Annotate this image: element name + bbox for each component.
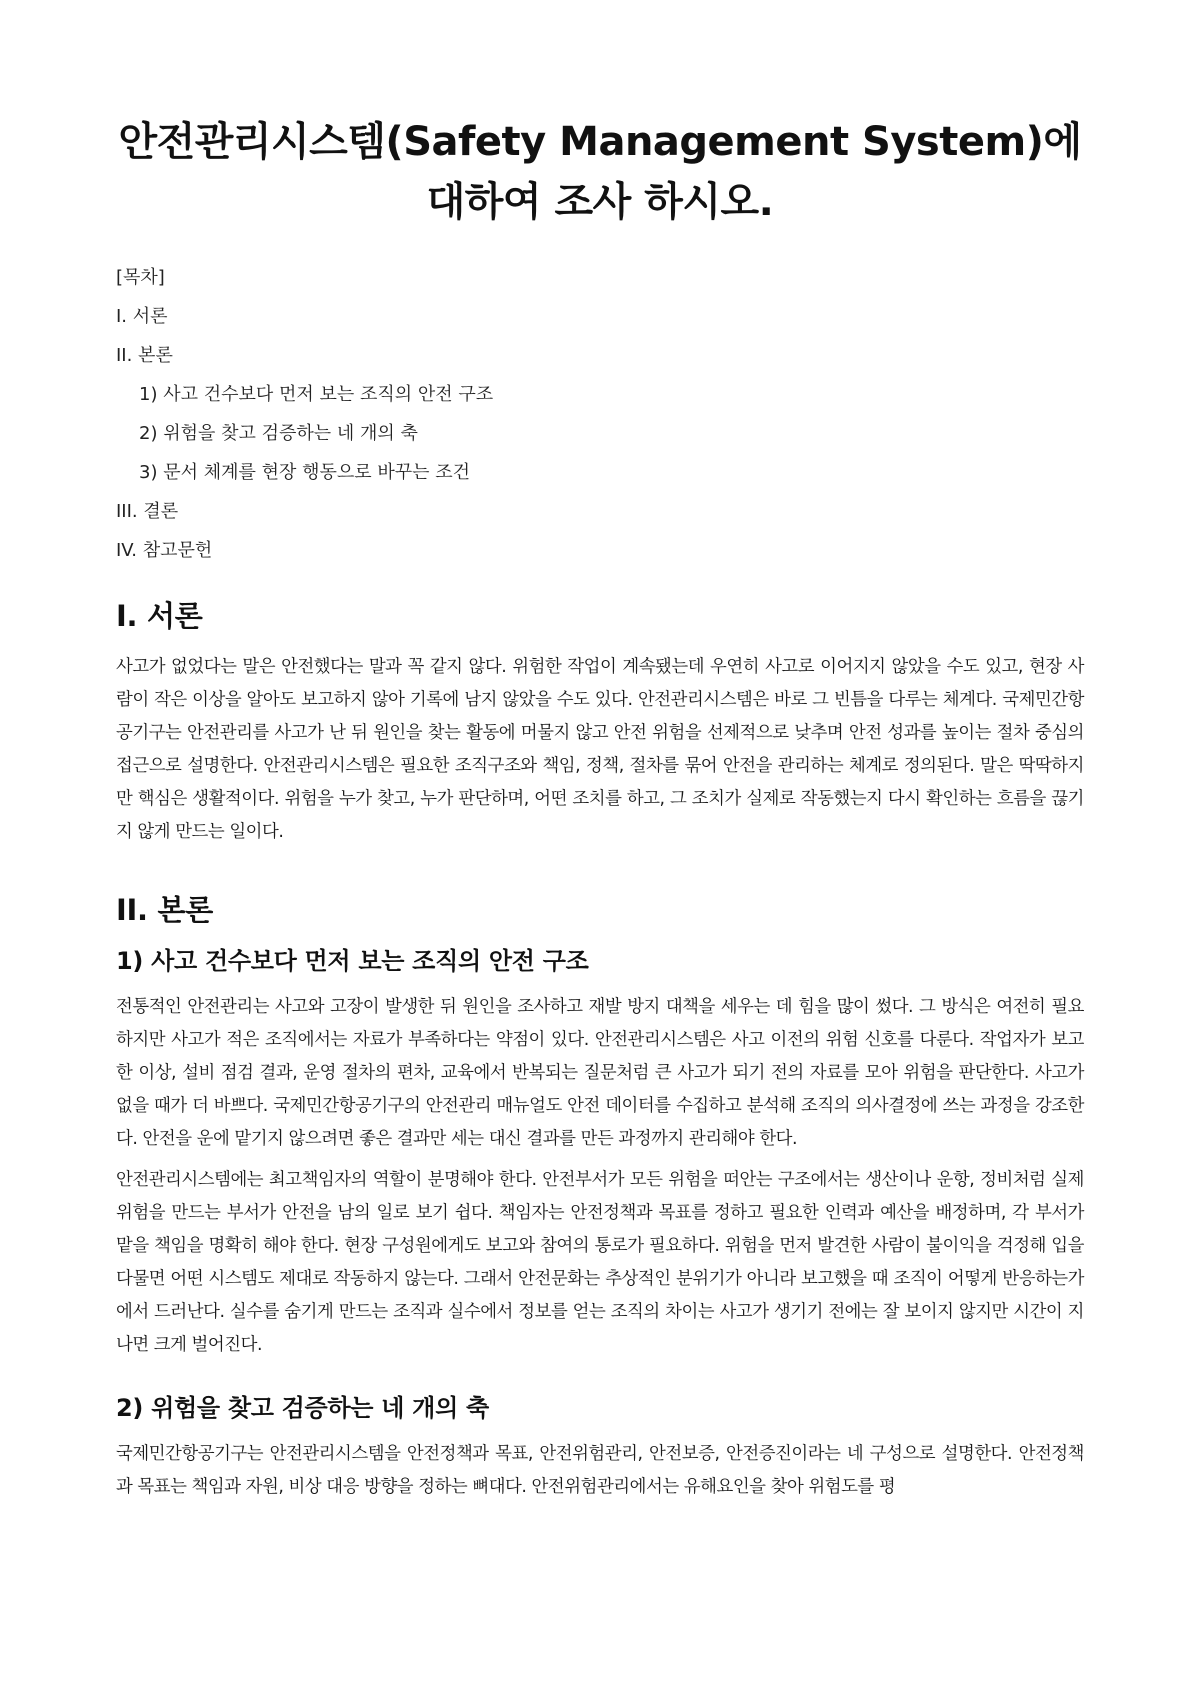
toc-item: I. 서론 (116, 306, 168, 327)
toc-item: II. 본론 (116, 345, 173, 366)
toc-item: III. 결론 (116, 501, 179, 522)
toc-subitem: 3) 문서 체계를 현장 행동으로 바꾸는 조건 (139, 462, 471, 483)
subsection-2 (116, 1392, 1084, 1504)
toc-subitem: 2) 위험을 찾고 검증하는 네 개의 축 (139, 423, 418, 444)
document-title: 안전관리시스템(Safety Management System)에 대하여 조사 하시오. (118, 119, 1082, 225)
paragraph: 국제민간항공기구는 안전관리시스템을 안전정책과 목표, 안전위험관리, 안전보증, 안전증진이라는 네 구성으로 설명한다. 안전정책과 목표는 책임과 자원, 비상 대응 방향을 정하는 뼈대다. 안전위험관리에서는 유해요인을 찾아 위험도를 평 (116, 1444, 1084, 1497)
body-section (116, 891, 1084, 1504)
section-heading: II. 본론 (116, 893, 213, 927)
paragraph: 사고가 없었다는 말은 안전했다는 말과 꼭 같지 않다. 위험한 작업이 계속됐는데 우연히 사고로 이어지지 않았을 수도 있고, 현장 사람이 작은 이상을 알아도 보고하지 않아 기록에 남지 않았을 수도 있다. 안전관리시스템은 바로 그 빈틈을 다루는 체계다. 국제민간항공기구는 안전관리를 사고가 난 뒤 원인을 찾는 활동에 머물지 않고 안전 위험을 선제적으로 낮추며 안전 성과를 높이는 절차 중심의 접근으로 설명한다. 안전관리시스템은 필요한 조직구조와 책임, 정책, 절차를 묶어 안전을 관리하는 체계로 정의된다. 말은 딱딱하지만 핵심은 생활적이다. 위험을 누가 찾고, 누가 판단하며, 어떤 조치를 하고, 그 조치가 실제로 작동했는지 다시 확인하는 흐름을 끊기지 않게 만드는 일이다. (116, 657, 1084, 842)
subsection-heading: 1) 사고 건수보다 먼저 보는 조직의 안전 구조 (116, 947, 589, 975)
paragraph: 전통적인 안전관리는 사고와 고장이 발생한 뒤 원인을 조사하고 재발 방지 대책을 세우는 데 힘을 많이 썼다. 그 방식은 여전히 필요하지만 사고가 적은 조직에서는 자료가 부족하다는 약점이 있다. 안전관리시스템은 사고 이전의 위험 신호를 다룬다. 작업자가 보고한 이상, 설비 점검 결과, 운영 절차의 편차, 교육에서 반복되는 질문처럼 큰 사고가 되기 전의 자료를 모아 위험을 판단한다. 사고가 없을 때가 더 바쁘다. 국제민간항공기구의 안전관리 매뉴얼도 안전 데이터를 수집하고 분석해 조직의 의사결정에 쓰는 과정을 강조한다. 안전을 운에 맡기지 않으려면 좋은 결과만 세는 대신 결과를 만든 과정까지 관리해야 한다. (116, 997, 1084, 1149)
subsection-heading: 2) 위험을 찾고 검증하는 네 개의 축 (116, 1394, 489, 1422)
section-heading: I. 서론 (116, 599, 203, 633)
table-of-contents (116, 266, 1084, 563)
subsection-1 (116, 945, 1084, 1362)
toc-item: IV. 참고문헌 (116, 540, 213, 561)
paragraph: 안전관리시스템에는 최고책임자의 역할이 분명해야 한다. 안전부서가 모든 위험을 떠안는 구조에서는 생산이나 운항, 정비처럼 실제 위험을 만드는 부서가 안전을 남의 일로 보기 쉽다. 책임자는 안전정책과 목표를 정하고 필요한 인력과 예산을 배정하며, 각 부서가 맡을 책임을 명확히 해야 한다. 현장 구성원에게도 보고와 참여의 통로가 필요하다. 위험을 먼저 발견한 사람이 불이익을 걱정해 입을 다물면 어떤 시스템도 제대로 작동하지 않는다. 그래서 안전문화는 추상적인 분위기가 아니라 보고했을 때 조직이 어떻게 반응하는가에서 드러난다. 실수를 숨기게 만드는 조직과 실수에서 정보를 얻는 조직의 차이는 사고가 생기기 전에는 잘 보이지 않지만 시간이 지나면 크게 벌어진다. (116, 1170, 1084, 1355)
intro-section (116, 597, 1084, 849)
toc-heading: [목차] (116, 267, 165, 288)
toc-subitem: 1) 사고 건수보다 먼저 보는 조직의 안전 구조 (139, 384, 494, 405)
